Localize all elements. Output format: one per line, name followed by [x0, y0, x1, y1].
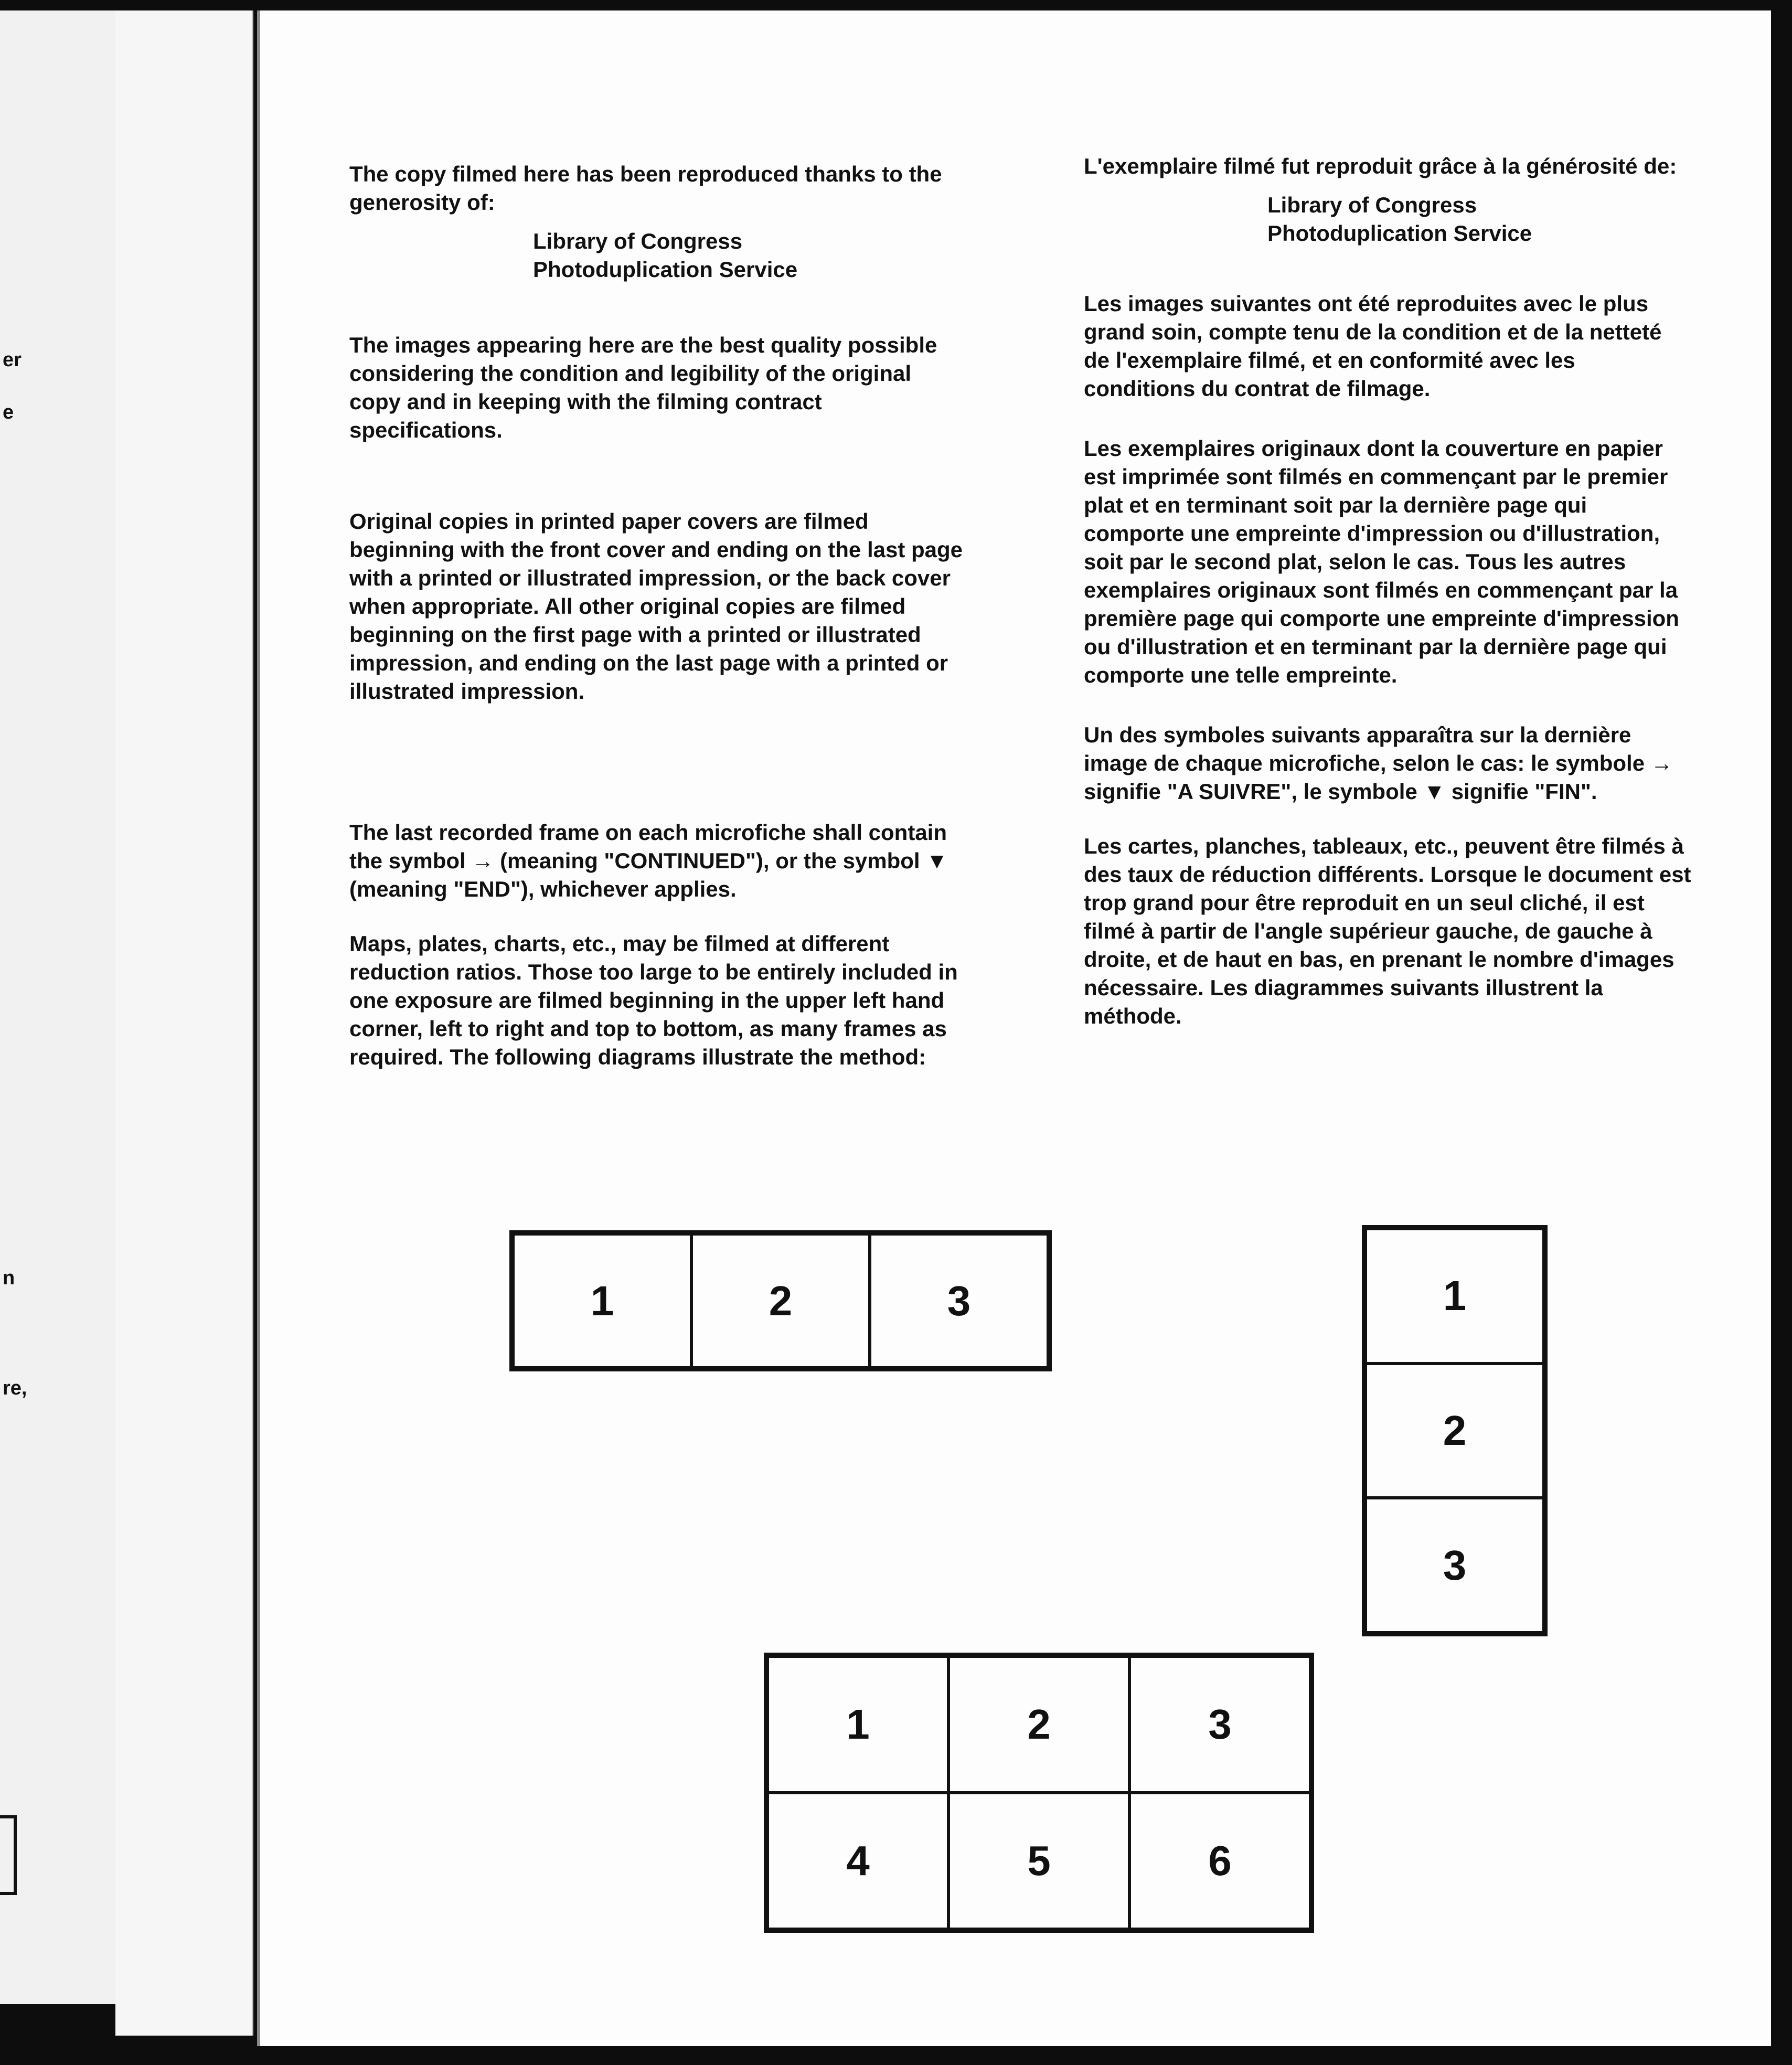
french-symbols-paragraph [1084, 721, 1692, 806]
cropped-frame-box [0, 1815, 17, 1895]
diagram-cell: 3 [1366, 1498, 1544, 1633]
diagram-cell: 1 [767, 1656, 948, 1793]
english-originals-paragraph: Original copies in printed paper covers are filmed beginning with the front cover and ending on the last page with a printed or illustrated impression, or the back cover when appropriate. All other original copies are filmed beginning on the first page with a printed or illustrated impression, and ending on the last page with a printed or illustrated impression. [349, 509, 963, 704]
diagram-cell: 1 [1366, 1229, 1544, 1364]
english-acknowledgement: The copy filmed here has been reproduced thanks to the generosity of: [349, 162, 942, 215]
continued-arrow-icon: → [472, 848, 494, 873]
diagram-vertical [1362, 1225, 1548, 1636]
symbols-text-b: (meaning "CONTINUED"), or the symbol [500, 848, 920, 873]
institution-line2: Photoduplication Service [533, 257, 798, 282]
english-symbols-paragraph [349, 818, 968, 903]
page-fragment: n [3, 1267, 15, 1289]
diagram-grid [764, 1653, 1314, 1933]
diagram-cell: 3 [1129, 1656, 1310, 1793]
french-institution [1084, 191, 1692, 248]
english-quality-paragraph: The images appearing here are the best quality possible considering the condition and legibility of the original copy and in keeping with the filming contract specifications. [349, 333, 937, 442]
french-acknowledgement: L'exemplaire filmé fut reproduit grâce à la générosité de: [1084, 154, 1677, 178]
symbols-text-c: (meaning "END"), whichever applies. [349, 877, 737, 901]
diagram-cell: 2 [948, 1656, 1129, 1793]
diagram-cell: 6 [1129, 1793, 1310, 1929]
diagram-horizontal [509, 1230, 1052, 1371]
diagram-cell: 3 [870, 1234, 1048, 1368]
previous-leaf-edge [115, 10, 253, 2036]
symbols-text-b: signifie "A SUIVRE", le symbole [1084, 779, 1417, 804]
page-fragment: re, [3, 1377, 27, 1399]
french-maps-paragraph: Les cartes, planches, tableaux, etc., peuvent être filmés à des taux de réduction différents. Lorsque le document est trop grand pour être reproduit en un seul cliché, il est filmé à partir de l'angle supérieur gauche, de gauche à droite, et de haut en bas, en prenant le nombre d'images nécessaire. Les diagrammes suivants illustrent la méthode. [1084, 834, 1691, 1028]
diagram-cell: 5 [948, 1793, 1129, 1929]
diagram-cell: 1 [513, 1234, 691, 1368]
english-institution [349, 227, 968, 284]
diagram-cell: 2 [1366, 1364, 1544, 1498]
institution-line2: Photoduplication Service [1267, 221, 1532, 246]
english-maps-paragraph: Maps, plates, charts, etc., may be filmed at different reduction ratios. Those too large to be entirely included in one exposure are filmed beginning in the upper left hand corner, left to right and top to bottom, as many frames as required. The following diagrams illustrate the method: [349, 931, 958, 1069]
previous-page-edge [0, 10, 135, 2004]
symbols-text-c: signifie "FIN". [1451, 779, 1597, 804]
target-page [257, 10, 1771, 2046]
end-triangle-icon: ▼ [1423, 779, 1446, 804]
diagram-cell: 2 [691, 1234, 870, 1368]
french-originals-paragraph: Les exemplaires originaux dont la couverture en papier est imprimée sont filmés en commençant par le premier plat et en terminant soit par la dernière page qui comporte une empreinte d'impression ou d'illustration, soit par le second plat, selon le cas. Tous les autres exemplaires originaux sont filmés en commençant par la première page qui comporte une empreinte d'impression ou d'illustration et en terminant par la dernière page qui comporte une telle empreinte. [1084, 436, 1679, 687]
institution-line1: Library of Congress [1267, 193, 1477, 217]
page-fragment: er [3, 349, 22, 371]
end-triangle-icon: ▼ [926, 848, 948, 873]
continued-arrow-icon: → [1650, 751, 1673, 775]
page-fragment: e [3, 401, 14, 423]
diagram-cell: 4 [767, 1793, 948, 1929]
institution-line1: Library of Congress [533, 229, 743, 253]
symbols-text-a: Un des symboles suivants apparaîtra sur la dernière image de chaque microfiche, selon le cas: le symbole [1084, 722, 1645, 775]
english-column [349, 160, 968, 1071]
french-quality-paragraph: Les images suivantes ont été reproduites avec le plus grand soin, compte tenu de la condition et de la netteté de l'exemplaire filmé, et en conformité avec les conditions du contrat de filmage. [1084, 291, 1662, 401]
french-column [1084, 152, 1692, 1030]
symbols-text-a: The last recorded frame on each microfiche shall contain the symbol [349, 820, 947, 873]
